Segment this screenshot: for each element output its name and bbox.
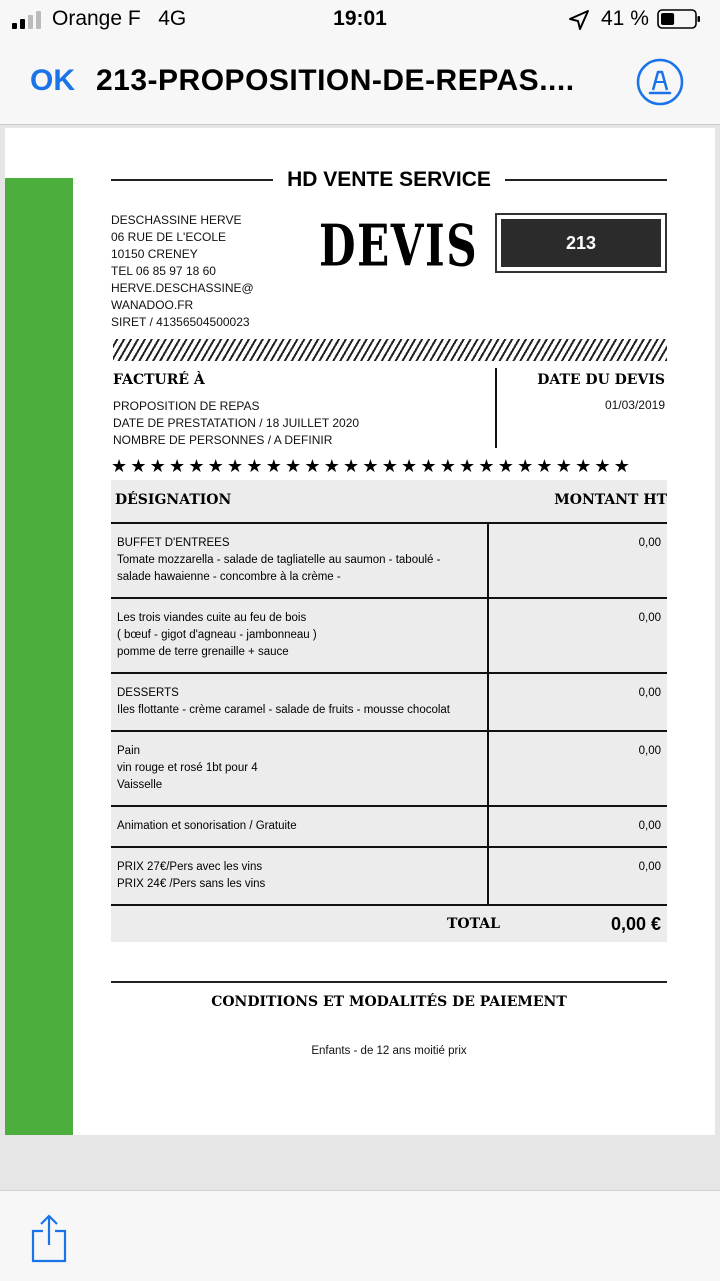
conditions-rule xyxy=(111,981,667,983)
battery-icon xyxy=(657,9,701,29)
table-row xyxy=(111,848,667,906)
row-line: Animation et sonorisation / Gratuite xyxy=(117,820,297,832)
sender-line: HERVE.DESCHASSINE@ xyxy=(111,281,254,295)
battery-percent: 41 % xyxy=(601,7,649,30)
sender-line: 06 RUE DE L'ECOLE xyxy=(111,230,227,244)
row-amount: 0,00 xyxy=(638,612,661,624)
billed-to-line: DATE DE PRESTATATION / 18 JUILLET 2020 xyxy=(113,416,360,430)
row-line: Pain xyxy=(117,745,141,757)
billed-to-title: FACTURÉ À xyxy=(113,372,205,388)
row-description xyxy=(111,599,489,672)
table-row xyxy=(111,732,667,807)
star-divider: ★★★★★★★★★★★★★★★★★★★★★★★★★★★ xyxy=(111,456,634,476)
billed-to-line: NOMBRE DE PERSONNES / A DEFINIR xyxy=(113,433,333,447)
row-line: PRIX 24€ /Pers sans les vins xyxy=(117,878,266,890)
table-row xyxy=(111,599,667,674)
quote-number-box xyxy=(495,213,667,273)
sender-line: DESCHASSINE HERVE xyxy=(111,213,242,227)
document-title: 213-PROPOSITION-DE-REPAS.... xyxy=(96,64,575,97)
row-line: Vaisselle xyxy=(117,779,163,791)
sender-line: WANADOO.FR xyxy=(111,298,194,312)
row-amount: 0,00 xyxy=(638,687,661,699)
vertical-divider xyxy=(495,368,497,448)
column-header-amount: MONTANT HT xyxy=(554,492,667,508)
done-button[interactable]: OK xyxy=(30,64,75,97)
quote-date: 01/03/2019 xyxy=(604,398,665,412)
carrier-name: Orange F 4G xyxy=(52,7,187,30)
status-bar xyxy=(0,0,720,40)
clock: 19:01 xyxy=(333,7,387,30)
green-side-band xyxy=(5,178,73,1135)
billed-to-line: PROPOSITION DE REPAS xyxy=(113,399,260,413)
sender-address xyxy=(111,212,254,331)
row-line: salade hawaienne - concombre à la crème - xyxy=(117,571,341,583)
row-line: vin rouge et rosé 1bt pour 4 xyxy=(117,762,258,774)
conditions-text: Enfants - de 12 ans moitié prix xyxy=(311,1045,467,1057)
total-label: TOTAL xyxy=(447,916,500,932)
table-header xyxy=(111,480,667,524)
share-icon[interactable] xyxy=(30,1213,68,1263)
location-arrow-icon xyxy=(568,9,590,31)
sender-line: SIRET / 41356504500023 xyxy=(111,315,250,329)
table-row xyxy=(111,674,667,732)
items-table xyxy=(111,480,667,942)
navigation-bar xyxy=(0,40,720,125)
row-line: pomme de terre grenaille + sauce xyxy=(117,646,289,658)
sender-line: 10150 CRENEY xyxy=(111,247,198,261)
billed-to-details xyxy=(113,398,359,449)
column-header-designation: DÉSIGNATION xyxy=(115,492,232,508)
table-row xyxy=(111,807,667,848)
bottom-toolbar xyxy=(0,1190,720,1281)
document-viewer[interactable] xyxy=(0,125,720,1190)
row-description xyxy=(111,732,489,805)
document-type-title: DEVIS xyxy=(319,212,479,280)
row-line: Tomate mozzarella - salade de tagliatelle au saumon - taboulé - xyxy=(117,554,441,566)
row-amount: 0,00 xyxy=(638,861,661,873)
row-line: PRIX 27€/Pers avec les vins xyxy=(117,861,263,873)
total-value: 0,00 € xyxy=(610,914,661,934)
row-description xyxy=(111,524,489,597)
row-description xyxy=(111,848,489,904)
row-line: DESSERTS xyxy=(117,687,179,699)
quote-number: 213 xyxy=(501,219,661,267)
row-amount: 0,00 xyxy=(638,537,661,549)
row-line: BUFFET D'ENTREES xyxy=(117,537,230,549)
row-description xyxy=(111,674,489,730)
row-amount: 0,00 xyxy=(638,820,661,832)
total-row xyxy=(111,906,667,942)
row-description xyxy=(111,807,489,846)
document-page xyxy=(5,128,715,1135)
company-name: HD VENTE SERVICE xyxy=(273,168,505,191)
row-line: ( bœuf - gigot d'agneau - jambonneau ) xyxy=(117,629,317,641)
row-amount: 0,00 xyxy=(638,745,661,757)
sender-line: TEL 06 85 97 18 60 xyxy=(111,264,216,278)
row-line: Iles flottante - crème caramel - salade de fruits - mousse chocolat xyxy=(117,704,451,716)
table-row xyxy=(111,524,667,599)
company-header xyxy=(111,168,667,192)
conditions-title: CONDITIONS ET MODALITÉS DE PAIEMENT xyxy=(211,994,567,1010)
markup-pen-icon[interactable] xyxy=(636,58,684,106)
quote-date-title: DATE DU DEVIS xyxy=(537,372,665,388)
row-line: Les trois viandes cuite au feu de bois xyxy=(117,612,307,624)
hatched-divider xyxy=(113,339,667,361)
network-type: 4G xyxy=(158,7,187,30)
